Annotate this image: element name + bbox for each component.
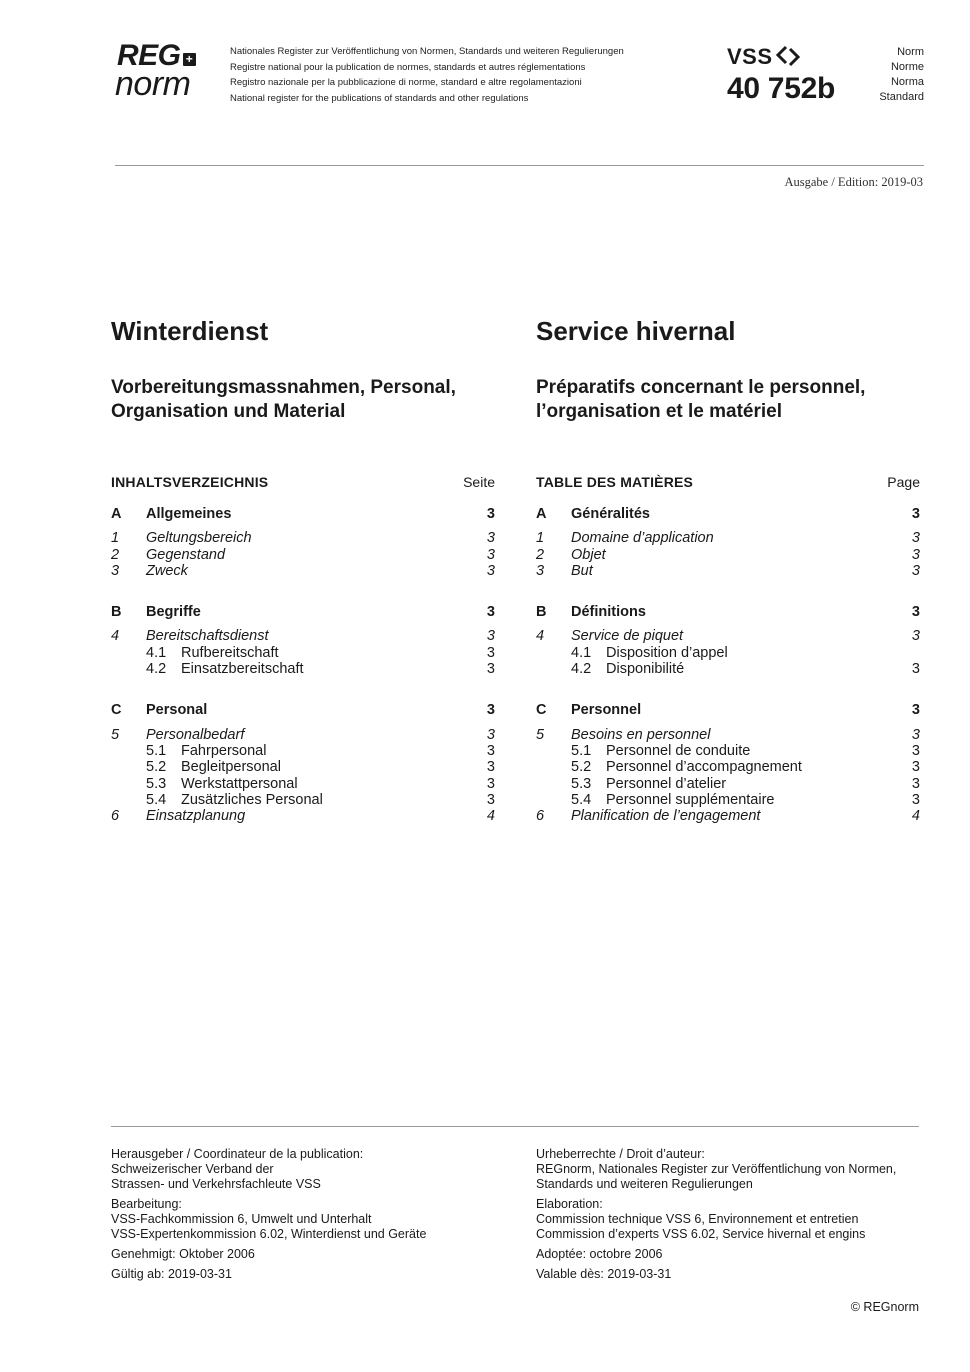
- toc-number: 5.3: [146, 775, 167, 792]
- toc-number: 5.4: [146, 791, 167, 808]
- footer-french: [536, 1147, 936, 1287]
- toc-section-row: [536, 702, 920, 718]
- toc-subitem-row: [536, 792, 920, 808]
- toc-item-row: [536, 808, 920, 824]
- toc-entry-text: Objet: [571, 546, 606, 563]
- footer-line: Elaboration:: [536, 1197, 603, 1211]
- footer-line: Herausgeber / Coordinateur de la publication:: [111, 1147, 364, 1161]
- toc-label-de: INHALTSVERZEICHNIS: [111, 474, 269, 490]
- header-divider: [115, 165, 924, 166]
- toc-subitem-row: [536, 661, 920, 677]
- toc-page-number: 4: [486, 808, 495, 825]
- toc-subitem-row: [111, 645, 495, 661]
- toc-entry-text: Disposition d’appel: [606, 644, 728, 661]
- registry-description: [230, 44, 624, 106]
- toc-page-number: 3: [486, 530, 495, 547]
- toc-entry-text: Einsatzplanung: [146, 808, 246, 825]
- toc-entry-text: Disponibilité: [606, 661, 685, 678]
- toc-number: 5.2: [146, 759, 167, 776]
- registry-line-fr: Registre national pour la publication de normes, standards et autres réglementations: [230, 61, 586, 73]
- toc-entry-text: Zweck: [146, 562, 188, 579]
- footer-block: [111, 1147, 511, 1192]
- toc-entry-text: Geltungsbereich: [146, 530, 252, 547]
- toc-page-number: 3: [911, 530, 920, 547]
- norm-type-en: Standard: [879, 91, 924, 103]
- toc-header-fr: [536, 473, 920, 491]
- toc-page-number: 3: [486, 604, 495, 621]
- toc-entry-text: Personnel d’atelier: [606, 775, 727, 792]
- toc-label-fr: TABLE DES MATIÈRES: [536, 474, 694, 490]
- toc-number: B: [111, 604, 122, 621]
- toc-entry-text: Gegenstand: [146, 546, 226, 563]
- toc-number: 3: [536, 562, 545, 579]
- footer-line: Bearbeitung:: [111, 1197, 182, 1211]
- toc-subitem-row: [536, 776, 920, 792]
- toc-entry-text: Allgemeines: [146, 506, 232, 522]
- toc-page-number: 3: [911, 562, 920, 579]
- toc-section-row: [536, 604, 920, 620]
- toc-entry-text: Service de piquet: [571, 628, 684, 645]
- footer-line: Schweizerischer Verband der: [111, 1162, 274, 1176]
- toc-group: [536, 702, 920, 824]
- document-title-de: Winterdienst: [111, 316, 269, 346]
- toc-item-row: [111, 547, 495, 563]
- toc-entry-text: Zusätzliches Personal: [181, 791, 323, 808]
- toc-subitem-row: [111, 776, 495, 792]
- footer-block: [536, 1147, 936, 1192]
- toc-section-row: [536, 506, 920, 522]
- toc-number: B: [536, 604, 547, 621]
- norm-type-it: Norma: [890, 76, 924, 88]
- toc-number: 5: [111, 726, 120, 743]
- toc-page-number: 3: [486, 726, 495, 743]
- toc-page-number: 3: [911, 628, 920, 645]
- toc-entry-text: Begriffe: [146, 604, 201, 621]
- footer-line: Adoptée: octobre 2006: [536, 1247, 663, 1261]
- toc-number: C: [111, 702, 122, 719]
- table-of-contents-fr: [536, 506, 920, 824]
- toc-number: 4.2: [146, 661, 167, 678]
- footer-block: [111, 1267, 511, 1282]
- toc-item-row: [536, 547, 920, 563]
- toc-page-number: 3: [486, 791, 495, 808]
- toc-subitem-row: [111, 792, 495, 808]
- toc-entry-text: Domaine d’application: [571, 530, 714, 547]
- standard-number: 40 752b: [727, 72, 835, 105]
- toc-entry-text: Werkstattpersonal: [181, 775, 298, 792]
- toc-page-number: 3: [911, 702, 920, 719]
- toc-number: 1: [111, 530, 120, 547]
- toc-entry-text: Planification de l’engagement: [571, 808, 761, 825]
- toc-page-number: 3: [911, 742, 920, 759]
- footer-line: Commission technique VSS 6, Environnement et entretien: [536, 1212, 859, 1226]
- toc-number: 4.1: [571, 644, 592, 661]
- registry-line-it: Registro nazionale per la pubblicazione di norme, standard e altre regolamentazioni: [230, 77, 582, 88]
- toc-page-number: 3: [911, 604, 920, 621]
- toc-subitem-row: [536, 743, 920, 759]
- toc-number: A: [111, 506, 122, 522]
- toc-number: 3: [111, 562, 120, 579]
- toc-number: 5.1: [571, 742, 592, 759]
- toc-page-number: 4: [911, 808, 920, 825]
- footer-line: Genehmigt: Oktober 2006: [111, 1247, 255, 1261]
- toc-entry-text: Personalbedarf: [146, 726, 245, 743]
- registry-line-de: Nationales Register zur Veröffentlichung von Normen, Standards und weiteren Regulierungen: [230, 46, 624, 57]
- toc-number: 2: [536, 546, 545, 563]
- vss-chevron-icon: [774, 45, 802, 67]
- vss-logo: [727, 44, 802, 70]
- footer-block: [536, 1247, 936, 1262]
- toc-number: A: [536, 506, 547, 522]
- norm-type-fr: Norme: [890, 61, 924, 73]
- toc-page-number: 3: [911, 726, 920, 743]
- toc-entry-text: Einsatzbereitschaft: [181, 661, 304, 678]
- toc-page-number: 3: [911, 661, 920, 678]
- footer-divider: [111, 1126, 919, 1127]
- footer-block: [111, 1247, 511, 1262]
- document-subtitle-de: Vorbereitungsmassnahmen, Personal, Organisation und Material: [111, 377, 456, 422]
- registry-line-en: National register for the publications of standards and other regulations: [230, 92, 529, 104]
- toc-entry-text: Personnel: [571, 702, 642, 719]
- toc-number: 1: [536, 530, 545, 547]
- toc-subitem-row: [111, 661, 495, 677]
- toc-number: 5.3: [571, 775, 592, 792]
- toc-section-row: [111, 506, 495, 522]
- table-of-contents-de: [111, 506, 495, 824]
- toc-page-number: 3: [911, 759, 920, 776]
- footer-line: Gültig ab: 2019-03-31: [111, 1267, 232, 1281]
- footer-block: [536, 1267, 936, 1282]
- footer-german: [111, 1147, 511, 1287]
- toc-entry-text: Personnel supplémentaire: [606, 791, 775, 808]
- toc-number: C: [536, 702, 547, 719]
- toc-page-number: 3: [486, 759, 495, 776]
- toc-number: 4.2: [571, 661, 592, 678]
- toc-subitem-row: [536, 759, 920, 775]
- toc-page-number: 3: [911, 506, 920, 522]
- toc-subitem-row: [111, 759, 495, 775]
- toc-number: 2: [111, 546, 120, 563]
- toc-group: [111, 506, 495, 579]
- toc-number: 5.2: [571, 759, 592, 776]
- toc-number: 4: [536, 628, 545, 645]
- toc-page-number: 3: [486, 562, 495, 579]
- toc-number: 4.1: [146, 644, 167, 661]
- toc-page-label-fr: Page: [887, 474, 920, 490]
- logo-norm-text: norm: [115, 65, 191, 103]
- toc-entry-text: But: [571, 562, 593, 579]
- footer-block: [536, 1197, 936, 1242]
- toc-page-number: 3: [486, 702, 495, 719]
- toc-page-number: 3: [911, 546, 920, 563]
- column-german: [111, 314, 495, 849]
- toc-item-row: [536, 727, 920, 743]
- column-french: [536, 314, 920, 849]
- toc-group: [111, 604, 495, 677]
- toc-entry-text: Begleitpersonal: [181, 759, 281, 776]
- footer-line: Valable dès: 2019-03-31: [536, 1267, 672, 1281]
- toc-item-row: [111, 563, 495, 579]
- toc-section-row: [111, 604, 495, 620]
- toc-number: 6: [536, 808, 545, 825]
- toc-number: 5: [536, 726, 545, 743]
- toc-entry-text: Bereitschaftsdienst: [146, 628, 269, 645]
- toc-number: 5.1: [146, 742, 167, 759]
- toc-entry-text: Généralités: [571, 506, 650, 522]
- footer-line: REGnorm, Nationales Register zur Veröffentlichung von Normen,: [536, 1162, 897, 1176]
- toc-group: [536, 506, 920, 579]
- toc-entry-text: Rufbereitschaft: [181, 644, 279, 661]
- toc-number: 5.4: [571, 791, 592, 808]
- edition-label: Ausgabe / Edition: 2019-03: [784, 175, 923, 189]
- toc-page-number: 3: [486, 775, 495, 792]
- toc-page-number: 3: [486, 628, 495, 645]
- toc-item-row: [111, 808, 495, 824]
- footer-line: VSS-Expertenkommission 6.02, Winterdienst und Geräte: [111, 1227, 427, 1241]
- toc-item-row: [111, 530, 495, 546]
- toc-entry-text: Définitions: [571, 604, 646, 621]
- toc-page-number: 3: [911, 791, 920, 808]
- swiss-cross-icon: +: [183, 53, 196, 66]
- toc-item-row: [536, 628, 920, 644]
- footer-line: Urheberrechte / Droit d’auteur:: [536, 1147, 705, 1161]
- toc-entry-text: Besoins en personnel: [571, 726, 711, 743]
- toc-page-number: 3: [486, 546, 495, 563]
- norm-type-de: Norm: [897, 46, 924, 58]
- toc-page-label-de: Seite: [463, 474, 495, 490]
- vss-logo-text: VSS: [727, 44, 773, 69]
- toc-entry-text: Personnel de conduite: [606, 742, 751, 759]
- logo-reg-text: REG: [117, 39, 181, 72]
- toc-number: 4: [111, 628, 120, 645]
- toc-page-number: 3: [911, 775, 920, 792]
- toc-entry-text: Personnel d’accompagnement: [606, 759, 802, 776]
- toc-header-de: [111, 473, 495, 491]
- toc-subitem-row: [536, 645, 920, 661]
- document-subtitle-fr: Préparatifs concernant le personnel, l’organisation et le matériel: [536, 377, 866, 422]
- toc-item-row: [536, 563, 920, 579]
- toc-number: 6: [111, 808, 120, 825]
- toc-page-number: 3: [486, 644, 495, 661]
- toc-page-number: 3: [486, 742, 495, 759]
- toc-page-number: 3: [486, 506, 495, 522]
- toc-item-row: [111, 628, 495, 644]
- norm-type-list: [879, 45, 924, 105]
- toc-item-row: [536, 530, 920, 546]
- footer-line: Strassen- und Verkehrsfachleute VSS: [111, 1177, 321, 1191]
- footer-line: Standards und weiteren Regulierungen: [536, 1177, 753, 1191]
- toc-page-number: 3: [486, 661, 495, 678]
- footer-line: VSS-Fachkommission 6, Umwelt und Unterhalt: [111, 1212, 372, 1226]
- toc-group: [536, 604, 920, 677]
- toc-section-row: [111, 702, 495, 718]
- toc-subitem-row: [111, 743, 495, 759]
- toc-group: [111, 702, 495, 824]
- toc-entry-text: Fahrpersonal: [181, 742, 267, 759]
- footer-line: Commission d’experts VSS 6.02, Service hivernal et engins: [536, 1227, 866, 1241]
- footer-block: [111, 1197, 511, 1242]
- toc-entry-text: Personal: [146, 702, 208, 719]
- copyright-notice: © REGnorm: [850, 1300, 919, 1314]
- toc-item-row: [111, 727, 495, 743]
- document-title-fr: Service hivernal: [536, 316, 736, 346]
